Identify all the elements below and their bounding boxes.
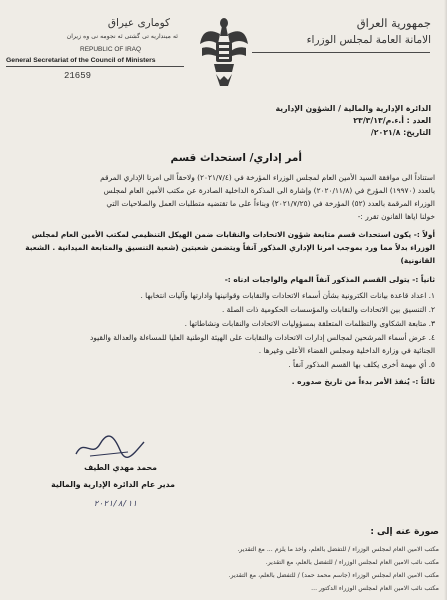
header-left-rule [6,66,184,67]
copy-recipient-4: مكتب نائب الامين العام لمجلس الوزراء الدكتور ... [311,585,439,592]
header-right-rule [252,52,430,53]
department-line: الدائرة الإدارية والمالية / الشؤون الإدارية [275,104,431,113]
document-title: أمر إداري/ استحداث قسم [170,152,302,164]
handwritten-signature-icon [70,432,150,462]
clause-third: ثالثاً :- يُنفذ الأمر بدءاً من تاريخ صدوره . [291,377,435,386]
copies-heading: صورة عنه إلى : [370,527,439,537]
clause-first-line-2: الوزراء بدلاً مما ورد بموجب امرنا الإداري المذكور آنفاً ويتضمن شعبتين (شعبة التنسيق والمتابعة الميدانية . الشعبة [25,243,435,252]
clause-first-line-1: أولاً :- يكون استحداث قسم متابعة شؤون الاتحادات والنقابات ضمن الهيكل التنظيمي لمكتب الأمين العام لمجلس [31,230,435,239]
header-secretariat-en: General Secretariat of the Council of Ministers [6,57,156,64]
intro-line-3: الوزراء المرقمة بالعدد (٥٢) المؤرخة في (٢٠٢١/٧/٢٥) وبناءاً على ما تقتضيه متطلبات العمل والصلاحيات التي [106,199,435,208]
copy-recipient-1: مكتب الامين العام لمجلس الوزراء / للتفضل بالعلم، واخذ ما يلزم ... مع التقدير. [237,546,439,553]
intro-line-2: بالعدد (١٩٩٧٠) المؤرخ في (٢٠٢٠/١١/٨) وإشارة الى المذكرة الداخلية الصادرة عن مكتب الأمين العام لمجلس [103,186,435,195]
header-country-en: REPUBLIC OF IRAQ [80,46,142,53]
clause-first-line-3: القانونية) [400,256,435,265]
reference-date: التاريخ: ٢٠٢١/٨/ [370,128,431,137]
signatory-name: محمد مهدي الطيف [84,463,157,472]
header-secretariat-ar: الامانة العامة لمجلس الوزراء [306,34,431,46]
copy-recipient-2: مكتب نائب الامين العام لمجلس الوزراء / للتفضل بالعلم، مع التقدير. [265,559,439,566]
task-3: ٣. متابعة الشكاوى والتظلمات المتعلقة بمسؤوليات الاتحادات والنقابات ونشاطاتها . [184,319,435,328]
document-number: 21659 [64,71,92,81]
clause-second: ثانياً :- يتولى القسم المذكور آنفاً المهام والواجبات ادناه :- [224,275,435,284]
iraq-eagle-emblem-icon [198,14,250,92]
task-5: ٥. أي مهمة أخرى يكلف بها القسم المذكور آنفاً . [288,360,435,369]
signature-date: ٢٠٢١/٨/١١ [93,499,137,508]
task-4-line-2: الجنائية في وزارة الداخلية ومجلس القضاء الأعلى وغيرها . [258,346,435,355]
reference-number: العدد : أ.ء.م/٢٣/٣/١٣ [353,116,431,125]
copy-recipient-3: مكتب الامين العام لمجلس الوزراء (جاسم محمد حمد) / للتفضل بالعلم، مع التقدير. [228,572,439,579]
task-2: ٢. التنسيق بين الاتحادات والنقابات والمؤسسات الحكومية ذات الصلة . [221,305,435,314]
signatory-position: مدير عام الدائرة الإدارية والمالية [51,480,175,489]
header-secretariat-ku: ئه مينداريه تى گشتى ئه نجومه نى وه زيران [66,33,178,40]
header-country-ar: جمهورية العراق [356,16,431,30]
header-country-ku: كومارى عيراق [107,17,170,29]
intro-line-1: استناداً الى موافقة السيد الأمين العام لمجلس الوزراء المؤرخة في (٢٠٢١/٧/٤) ولاحقاً الى امرنا الإداري المرقم [100,173,435,182]
task-4-line-1: ٤. عرض أسماء المرشحين لمجالس إدارات الاتحادات والنقابات على الهيئة الوطنية العليا للمساءلة والعدالة والقيود [90,333,435,342]
intro-line-4: خولنا اياها القانون تقرر :- [357,212,435,221]
task-1: ١. اعداد قاعدة بيانات الكترونية بشأن أسماء الاتحادات والنقابات وقوانينها وادارتها وآليات انتخابها . [140,291,435,300]
